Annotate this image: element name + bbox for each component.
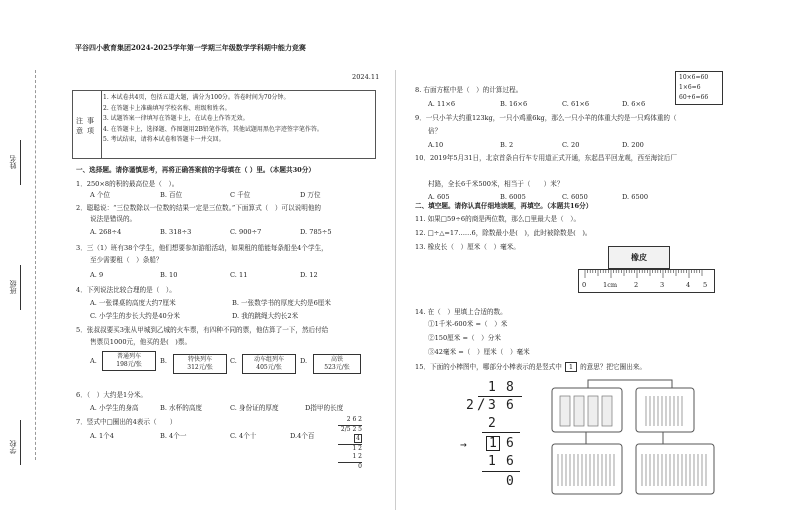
name-line <box>20 140 21 185</box>
ticket-card-d: 高铁 523元/张 <box>313 354 361 374</box>
q9-text: 9．一只小羊大约重123kg，一只小鸡重6kg，那么一只小羊的体重大约是一只鸡体重的（ <box>415 114 677 122</box>
note-item: 1. 本试卷共4页，包括五道大题，满分为100分。答卷时间为70分钟。 <box>103 94 290 101</box>
q4-opt-b: B. 一张数学书的厚度大约是6厘米 <box>232 299 331 307</box>
q1-opt-b: B. 百位 <box>160 191 183 199</box>
q9-opt-d: D. 200 <box>622 141 644 149</box>
q7-boxed-digit: 4 <box>356 435 360 442</box>
q12-text: 12. □÷△=17……6，除数最小是( )，此时被除数是( )。 <box>415 229 592 237</box>
q2-opt-a: A. 268÷4 <box>90 228 122 236</box>
q15-division: 1 8 2 / 3 6 2 → 1 6 1 6 0 <box>460 380 530 500</box>
q6-text: 6．（ ）大约是1分米。 <box>76 391 148 399</box>
q9-text-2: 倍？ <box>428 127 442 135</box>
paper-title: 平谷四小教育集团2024-2025学年第一学期三年级数学学科期中能力竞赛 <box>75 43 306 52</box>
q14-item-2: ②150厘米 =（ ）分米 <box>428 334 501 342</box>
ticket-letter-a: A. <box>90 357 97 365</box>
ruler-image <box>578 269 715 293</box>
column-divider <box>395 70 396 510</box>
q8-opt-a: A. 11×6 <box>428 100 456 108</box>
note-item: 2. 在答题卡上准确填写学校名称、班级和姓名。 <box>103 104 231 112</box>
q11-text: 11. 如果□59÷6的商是两位数，那么□里最大是（ ）。 <box>415 215 581 223</box>
ticket-letter-c: C. <box>230 357 237 365</box>
q8-opt-c: C. 61×6 <box>562 100 590 108</box>
q10-opt-c: C. 6050 <box>562 193 588 201</box>
q7-opt-c: C. 4个十 <box>230 432 257 440</box>
school-line <box>20 420 21 465</box>
q3-opt-c: C. 11 <box>230 271 248 279</box>
q7-opt-a: A. 1个4 <box>90 432 114 440</box>
ruler-label-4: 4 <box>686 281 691 289</box>
school-label: 学校 <box>9 440 17 454</box>
q7-text: 7．竖式中□圈出的4表示（ ） <box>76 418 177 426</box>
sticks-diagram <box>548 378 728 503</box>
ticket-card-c: 动车组列车 405元/张 <box>242 354 296 374</box>
q10-text: 10．2019年5月31日，北京首条自行车专用道正式开通，东起昌平回龙观，西至海淀后厂 <box>415 154 677 162</box>
notes-list <box>103 93 323 146</box>
q10-opt-a: A. 605 <box>428 193 450 201</box>
q5-text: 5．张叔叔要买3张从甲城到乙城的火车票，有四种不同的票，他估算了一下，然后付给 <box>76 326 329 334</box>
ruler-label-0: 0 <box>582 281 587 289</box>
q6-opt-b: B. 水杯的高度 <box>160 404 203 412</box>
q4-text: 4．下列说法比较合理的是（ ）。 <box>76 286 176 294</box>
q7-opt-d: D.4个百 <box>290 432 315 440</box>
ticket-letter-d: D. <box>300 357 308 365</box>
q8-text: 8. 右面方框中是（ ）的计算过程。 <box>415 86 523 94</box>
q14-text: 14. 在（ ）里填上合适的数。 <box>415 308 507 316</box>
q14-item-3: ③42毫米 =（ ）厘米（ ）毫米 <box>428 348 530 356</box>
q8-opt-d: D. 6×6 <box>622 100 646 108</box>
eraser-image: 橡皮 <box>608 246 670 269</box>
q15-text: 15．下面的小棒图中，哪部分小棒表示的是竖式中 1 的意思？把它圈出来。 <box>415 363 646 371</box>
q1-opt-a: A 个位 <box>90 191 111 199</box>
notes-label: 注 意 事 项 <box>73 91 102 158</box>
q15-boxed-digit: 1 <box>565 362 577 372</box>
notes-box <box>72 90 376 159</box>
q9-opt-b: B. 2 <box>500 141 514 149</box>
q7-division: 2 6 2 2/5 2 5 4 1 2 1 2 0 <box>338 416 362 471</box>
q1-opt-c: C 千位 <box>230 191 251 199</box>
note-item: 5. 考试结束，请将本试卷和答题卡一并交回。 <box>103 136 225 143</box>
q3-text: 3．三（1）班有38个学生，他们想要参加游船活动，如果租的船能每条船坐4个学生， <box>76 244 328 252</box>
ruler-label-3: 3 <box>660 281 665 289</box>
class-label: 班级 <box>9 280 17 294</box>
note-item: 3. 试题答案一律填写在答题卡上，在试卷上作答无效。 <box>103 115 249 122</box>
q6-opt-c: C. 身份证的厚度 <box>230 404 279 412</box>
q9-opt-c: C. 20 <box>562 141 580 149</box>
ticket-card-b: 特快列车 312元/张 <box>173 354 227 374</box>
q6-opt-a: A. 小学生的身高 <box>90 404 139 412</box>
q8-calc-box: 10×6=60 1×6=6 60+6=66 <box>675 71 723 105</box>
q4-opt-c: C. 小学生的步长大约是40分米 <box>90 312 180 320</box>
q9-opt-a: A.10 <box>428 141 444 149</box>
q2-opt-b: B. 318÷3 <box>160 228 192 236</box>
note-item: 4. 在答题卡上，选择题、作图题用2B铅笔作答，其他试题用黑色字迹签字笔作答。 <box>103 125 323 133</box>
ticket-card-a: 普通列车 198元/张 <box>102 351 156 371</box>
q13-text: 13. 橡皮长（ ）厘米（ ）毫米。 <box>415 243 520 251</box>
q7-opt-b: B. 4个一 <box>160 432 187 440</box>
q2-text-2: 说法是错误的。 <box>90 215 137 223</box>
ticket-letter-b: B. <box>160 357 167 365</box>
section1-heading: 一、选择题。请你谨慎思考，再将正确答案前的字母填在（ ）里。（本题共30分） <box>76 166 315 174</box>
q3-opt-a: A. 9 <box>90 271 104 279</box>
q4-opt-d: D. 我的跳绳大约长2米 <box>232 312 299 320</box>
q3-opt-b: B. 10 <box>160 271 178 279</box>
q1-text: 1．250×8的积的最高位是（ ）。 <box>76 180 179 188</box>
q10-text-2: 村路，全长6千米500米，相当于（ ）米？ <box>428 180 564 188</box>
section2-heading: 二、填空题。请你认真仔细地读题，再填空。（本题共16分） <box>415 202 593 210</box>
q2-opt-d: D. 785÷5 <box>300 228 332 236</box>
ruler-label-1: 1cm <box>603 281 618 289</box>
q14-item-1: ①1千米-600米 =（ ）米 <box>428 320 508 328</box>
q2-opt-c: C. 900÷7 <box>230 228 262 236</box>
q10-opt-d: D. 6500 <box>622 193 649 201</box>
q1-opt-d: D 万位 <box>300 191 321 199</box>
name-label: 姓名 <box>9 155 17 169</box>
q4-opt-a: A. 一张课桌的高度大约7厘米 <box>90 299 176 307</box>
arrow-icon: → <box>460 438 467 451</box>
q5-text-2: 售票员1000元，他买的是( )票。 <box>90 338 192 346</box>
q3-opt-d: D. 12 <box>300 271 318 279</box>
ruler-label-2: 2 <box>634 281 639 289</box>
ruler-ticks <box>579 270 714 292</box>
paper-date: 2024.11 <box>352 73 380 81</box>
q2-text: 2．聪聪说：“三位数除以一位数的结果一定是三位数。”下面算式（ ）可以说明他的 <box>76 204 322 212</box>
class-line <box>20 265 21 310</box>
q6-opt-d: D指甲的长度 <box>305 404 344 412</box>
ruler-label-5: 5 <box>703 281 708 289</box>
q3-text-2: 至少需要租（ ）条船？ <box>90 256 163 264</box>
q8-opt-b: B. 16×6 <box>500 100 528 108</box>
binding-strip <box>0 0 50 526</box>
cut-line <box>35 70 36 460</box>
q10-opt-b: B. 6005 <box>500 193 526 201</box>
